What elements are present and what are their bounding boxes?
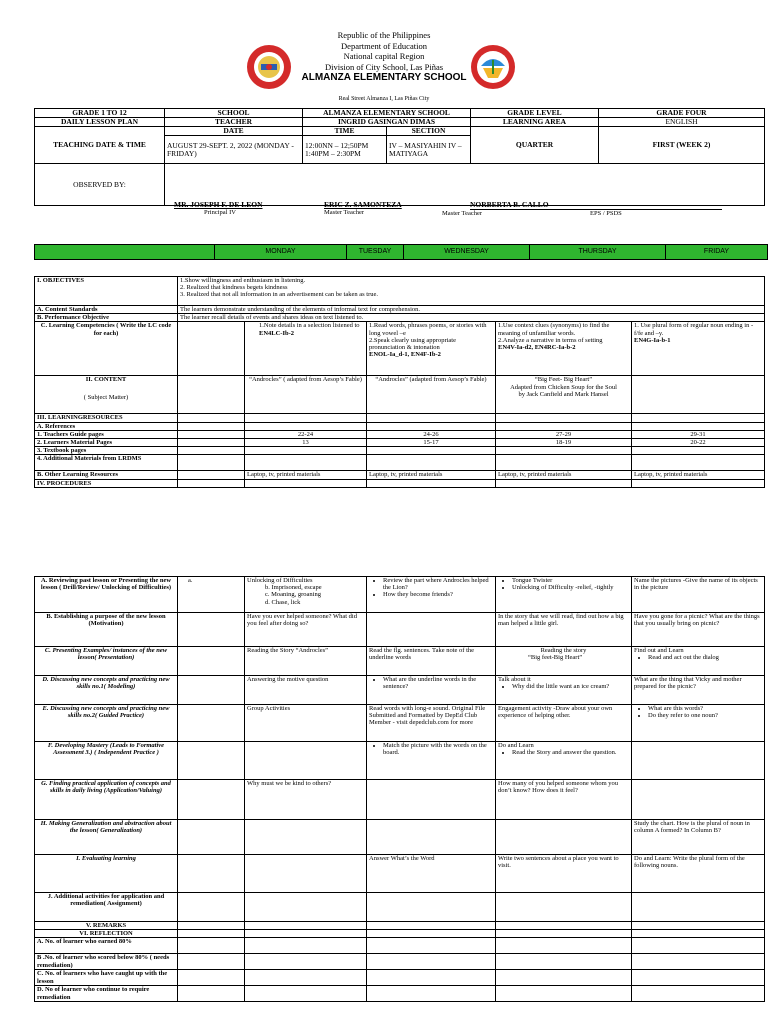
observer-title: EPS / PSDS [590, 210, 622, 217]
content-blank [178, 376, 245, 414]
list-item: • What are the underline words in the sentence? [383, 676, 493, 690]
teachers-guide-label: 1. Teachers Guide pages [35, 430, 178, 438]
observed-by-label: OBSERVED BY: [35, 164, 165, 206]
teaching-date-time-label: TEACHING DATE & TIME [35, 127, 165, 164]
reflection-a: A. No. of learner who earned 80% [35, 938, 178, 954]
lc-thursday-text: 2.Analyze a narrative in terms of setting [498, 336, 603, 344]
content-standards-text: The learners demonstrate understanding of the elements of informal text for comprehension. [178, 306, 765, 314]
proc-c-wednesday: Read the flg. sentences. Take note of the underline words [367, 647, 496, 676]
subject-matter-label: ( Subject Matter) [83, 393, 129, 401]
observer-title: Principal IV [204, 209, 236, 216]
objective-item: 3. Realized that not all information in an advertisement can be taken as true. [180, 291, 378, 299]
olr-value: Laptop, tv, printed materials [496, 471, 632, 479]
proc-b-tuesday: Have you ever helped someone? What did you feel after doing so? [245, 613, 367, 647]
day-thursday: THURSDAY [530, 245, 666, 260]
proc-e-label: E. Discussing new concepts and practicing new skills no.2( Guided Practice) [35, 705, 178, 742]
proc-f-label: F. Developing Mastery (Leads to Formative Assessment 3.) ( Independent Practice ) [35, 742, 178, 780]
letterhead-line: National capital Region [343, 51, 425, 61]
olr-value: Laptop, tv, printed materials [632, 471, 765, 479]
observer-name: MR. JOSEPH F. DE LEON [174, 200, 263, 209]
proc-b-thursday: In the story that we will read, find out how a big man helped a little girl. [496, 613, 632, 647]
proc-a-tuesday [245, 577, 367, 613]
dlp-label: DAILY LESSON PLAN [35, 118, 165, 127]
lm-pages: 13 [245, 439, 367, 447]
content-monday: “Androcles” ( adapted from Aesop’s Fable) [245, 376, 367, 414]
teacher-label: TEACHER [165, 118, 303, 127]
quarter-value: FIRST (WEEK 2) [599, 127, 765, 164]
days-header [34, 244, 768, 260]
content-standards-label: A. Content Standards [35, 306, 178, 314]
performance-objective-text: The learner recall details of events and shares ideas on text listened to. [178, 314, 765, 322]
lc-thursday [496, 322, 632, 376]
references-label: A. References [35, 422, 178, 430]
proc-a-thursday [496, 577, 632, 613]
quarter-label: QUARTER [471, 127, 599, 164]
content-label [35, 376, 178, 414]
proc-b-friday: Have you gone for a picnic? What are the things that you usually bring on picnic? [632, 613, 765, 647]
tg-pages: 24-26 [367, 430, 496, 438]
proc-c-label: C. Presenting Examples/ instances of the new lesson( Presentation) [35, 647, 178, 676]
observer-title: Master Teacher [442, 210, 483, 217]
school-name: ALMANZA ELEMENTARY SCHOOL [301, 72, 467, 83]
proc-a-monday: a. [178, 577, 245, 613]
day-tuesday: TUESDAY [347, 245, 404, 260]
text: Find out and Learn [634, 647, 684, 654]
learning-resources-label: III. LEARNINGRESOURCES [35, 414, 178, 422]
proc-d-friday: What are the thing that Vicky and mother prepared for the picnic? [632, 676, 765, 705]
list-item: • Review the part where Androcles helped the Lion? [383, 577, 493, 591]
observer-name: ERIC Z. SAMONTEZA [324, 200, 402, 209]
letterhead-line: Republic of the Philippines [337, 30, 431, 40]
proc-g-thursday: How many of you helped someone whom you don’t know? How does it feel? [496, 780, 632, 820]
section-label: SECTION [387, 127, 471, 136]
lc-monday [245, 322, 367, 376]
spacer [37, 384, 175, 394]
tg-pages: 27-29 [496, 430, 632, 438]
learning-competencies-label: C. Learning Competencies ( Write the LC code for each) [35, 322, 178, 376]
letterhead [0, 30, 768, 84]
division-seal-icon [470, 44, 516, 90]
list-item: • Read and act out the dialog [648, 654, 762, 661]
objectives-text [178, 277, 765, 306]
grade-level-label: GRADE LEVEL [471, 109, 599, 118]
list-item: • Do they refer to one noun? [648, 712, 762, 719]
list-item: • Read the Story and answer the question. [512, 749, 629, 756]
observer-name: NORBERTA B. CALLO [470, 200, 549, 209]
text: Do and Learn [498, 742, 534, 749]
learning-area-value: ENGLISH [599, 118, 765, 127]
lc-thursday-text: 1.Use context clues (synonyms) to find the meaning of unfamiliar words. [498, 322, 610, 337]
tg-pages: 22-24 [245, 430, 367, 438]
objective-item: 1.Show willingness and enthusiasm in listening. [180, 277, 306, 284]
performance-objective-label: B. Performance Objective [35, 314, 178, 322]
lm-pages: 20-22 [632, 439, 765, 447]
additional-materials-label: 4. Additional Materials from LRDMS [35, 455, 178, 471]
lm-pages: 18-19 [496, 439, 632, 447]
content-thursday-source: Adapted from Chicken Soup for the Soul [510, 383, 617, 391]
date-value: AUGUST 29-SEPT. 2, 2022 (MONDAY - FRIDAY) [165, 136, 303, 164]
lc-wednesday [367, 322, 496, 376]
section-value: IV – MASIYAHIN IV – MATIYAGA [387, 136, 471, 164]
content-heading: II. CONTENT [85, 376, 127, 384]
school-label: SCHOOL [165, 109, 303, 118]
content-thursday-title: “Big Feet- Big Heart” [534, 376, 593, 384]
lc-monday-code: EN4LC-Ib-2 [259, 329, 295, 337]
lc-wednesday-code: ENOL-Ia_d-1, EN4F-Ib-2 [369, 351, 441, 359]
other-resources-label: B. Other Learning Resources [35, 471, 178, 479]
proc-e-thursday: Engagement activity -Draw about your own experience of helping other. [496, 705, 632, 742]
grade-range: GRADE 1 TO 12 [35, 109, 165, 118]
procedures-label: IV. PROCEDURES [35, 479, 178, 487]
proc-c-tuesday: Reading the Story “Androcles” [245, 647, 367, 676]
list-item: • Match the picture with the words on the board. [383, 742, 493, 756]
content-thursday [496, 376, 632, 414]
objective-item: 2. Realized that kindness begets kindness [180, 284, 288, 292]
olr-value: Laptop, tv, printed materials [245, 471, 367, 479]
tg-pages: 29-31 [632, 430, 765, 438]
text: c. Moaning, groaning [265, 591, 321, 599]
procedures-table [34, 576, 765, 1002]
time-label: TIME [303, 127, 387, 136]
school-seal-icon [246, 44, 292, 90]
lc-wednesday-text: 1.Read words, phrases poems, or stories with long vowel –e [369, 322, 487, 337]
learners-material-label: 2. Learners Material Pages [35, 439, 178, 447]
lc-blank [178, 322, 245, 376]
lc-monday-text: 1.Note details in a selection listened to [259, 322, 360, 330]
lesson-info-table [34, 108, 765, 206]
reflection-label: VI. REFLECTION [35, 930, 178, 938]
objectives-table [34, 276, 765, 488]
proc-i-wednesday: Answer What’s the Word [367, 855, 496, 893]
proc-c-thursday [496, 647, 632, 676]
observer-title: Master Teacher [324, 209, 365, 216]
proc-d-wednesday [367, 676, 496, 705]
text: Unlocking of Difficulties [247, 577, 313, 584]
proc-e-friday [632, 705, 765, 742]
proc-h-friday: Study the chart. How is the plural of noun in column A formed? In Column B? [632, 820, 765, 855]
reflection-d: D. No of learner who continue to require remediation [35, 986, 178, 1002]
proc-i-label: I. Evaluating learning [35, 855, 178, 893]
day-friday: FRIDAY [666, 245, 768, 260]
objectives-heading: I. OBJECTIVES [35, 277, 178, 306]
content-thursday-author: by Jack Canfield and Mark Hansel [518, 390, 609, 398]
proc-d-thursday [496, 676, 632, 705]
lc-friday-text: 1. Use plural form of regular noun ending in - f/fe and –y. [634, 322, 754, 337]
date-label: DATE [165, 127, 303, 136]
lm-pages: 15-17 [367, 439, 496, 447]
proc-d-label: D. Discussing new concepts and practicing new skills no.1( Modeling) [35, 676, 178, 705]
proc-e-tuesday: Group Activities [245, 705, 367, 742]
text: Talk about it [498, 676, 531, 683]
reflection-c: C. No. of learners who have caught up with the lesson [35, 970, 178, 986]
lc-wednesday-text: 2.Speak clearly using appropriate pronunciation & intonation [369, 336, 456, 352]
days-header-blank [35, 245, 215, 260]
day-wednesday: WEDNESDAY [404, 245, 530, 260]
proc-f-wednesday [367, 742, 496, 780]
list-item: • Why did the little want an ice cream? [512, 683, 629, 690]
text: Reading the story [540, 647, 587, 654]
list-item: • Unlocking of Difficulty -relief, -tightly [512, 584, 629, 591]
proc-g-label: G. Finding practical application of concepts and skills in daily living (Application/Valuing) [35, 780, 178, 820]
text: b. Imprisoned, escape [265, 584, 322, 592]
textbook-pages-label: 3. Textbook pages [35, 447, 178, 455]
lc-thursday-code: EN4V-Ia-d2, EN4RC-Ia-b-2 [498, 344, 576, 352]
content-friday [632, 376, 765, 414]
list-item: • What are this words? [648, 705, 762, 712]
proc-j-label: J. Additional activities for application and remediation( Assignment) [35, 893, 178, 922]
list-item: • How they become friends? [383, 591, 493, 598]
letterhead-line: Division of City School, Las Piñas [324, 61, 444, 72]
school-value: ALMANZA ELEMENTARY SCHOOL [303, 109, 471, 118]
proc-g-tuesday: Why must we be kind to others? [245, 780, 367, 820]
reflection-b: B .No. of learner who scored below 80% ( needs remediation) [35, 954, 178, 970]
proc-a-label: A. Reviewing past lesson or Presenting the new lesson ( Drill/Review/ Unlocking of Difficulties) [35, 577, 178, 613]
learning-area-label: LEARNING AREA [471, 118, 599, 127]
proc-b-label: B. Establishing a purpose of the new lesson (Motivation) [35, 613, 178, 647]
text: “Big feet-Big Heart” [528, 654, 583, 662]
grade-level-value: GRADE FOUR [599, 109, 765, 118]
time-value: 12:00NN – 12;50PM 1:40PM – 2:30PM [303, 136, 387, 164]
remarks-label: V. REMARKS [35, 922, 178, 930]
proc-i-friday: Do and Learn: Write the plural form of the following nouns. [632, 855, 765, 893]
olr-value: Laptop, tv, printed materials [367, 471, 496, 479]
proc-f-thursday [496, 742, 632, 780]
proc-c-friday [632, 647, 765, 676]
proc-a-wednesday [367, 577, 496, 613]
school-address: Real Street Almanza I, Las Piñas City [338, 96, 430, 102]
proc-i-thursday: Write two sentences about a place you want to visit. [496, 855, 632, 893]
proc-a-friday: Name the pictures -Give the name of its objects in the picture [632, 577, 765, 613]
content-wednesday: “Androcles” (adapted from Aesop’s Fable) [367, 376, 496, 414]
proc-h-label: H. Making Generalization and abstraction about the lesson( Generalization) [35, 820, 178, 855]
teacher-value: INGRID GASINGAN DIMAS [303, 118, 471, 127]
day-monday: MONDAY [215, 245, 347, 260]
letterhead-line: Department of Education [341, 40, 427, 51]
list-item: • Tongue Twister [512, 577, 629, 584]
lc-friday-code: EN4G-Ia-b-1 [634, 336, 671, 344]
proc-d-tuesday: Answering the motive question [245, 676, 367, 705]
proc-e-wednesday: Read words with long-e sound. Original File Submitted and Formatted by DepEd Club Member - visit depedclub.com for more [367, 705, 496, 742]
lc-friday [632, 322, 765, 376]
text: d. Chase, lick [265, 598, 301, 606]
